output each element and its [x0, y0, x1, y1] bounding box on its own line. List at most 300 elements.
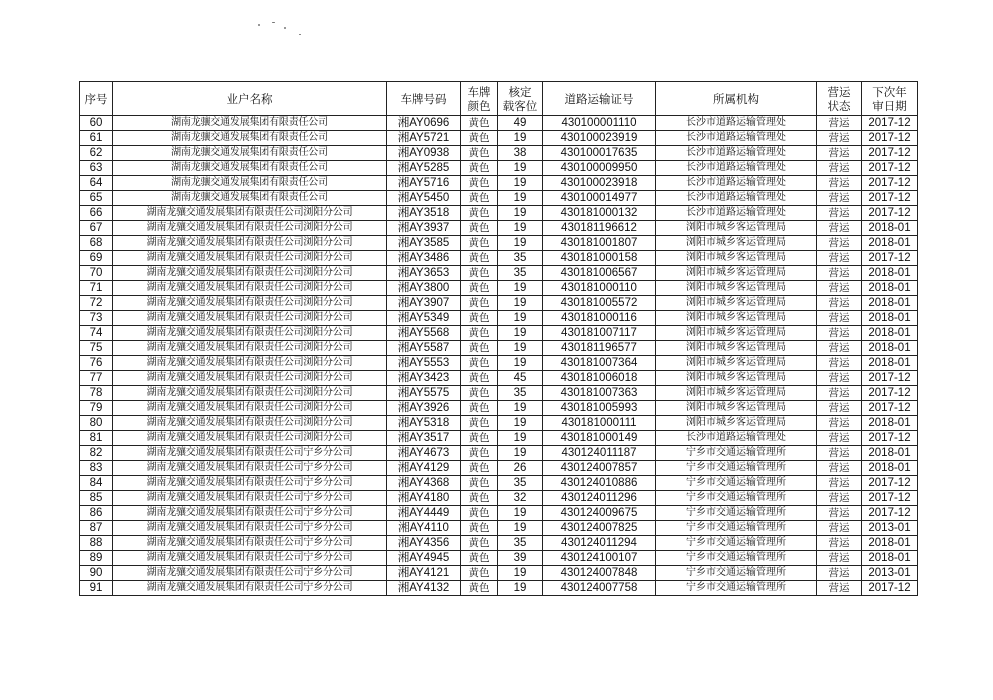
cell-seats: 19	[498, 446, 543, 461]
cell-plate: 湘AY4356	[387, 536, 461, 551]
table-row	[80, 551, 918, 566]
cell-seq: 74	[80, 326, 113, 341]
table-row	[80, 371, 918, 386]
cell-next-review: 2018-01	[862, 341, 918, 356]
cell-owner: 湖南龙骧交通发展集团有限责任公司宁乡分公司	[113, 476, 387, 491]
cell-agency: 浏阳市城乡客运管理局	[656, 416, 817, 431]
cell-seats: 19	[498, 521, 543, 536]
cell-permit: 430181000149	[543, 431, 656, 446]
cell-agency: 宁乡市交通运输管理所	[656, 446, 817, 461]
cell-next-review: 2017-12	[862, 161, 918, 176]
cell-next-review: 2018-01	[862, 356, 918, 371]
cell-permit: 430100023919	[543, 131, 656, 146]
cell-next-review: 2017-12	[862, 146, 918, 161]
cell-agency: 长沙市道路运输管理处	[656, 161, 817, 176]
cell-status: 营运	[817, 161, 862, 176]
cell-seats: 19	[498, 131, 543, 146]
cell-owner: 湖南龙骧交通发展集团有限责任公司浏阳分公司	[113, 416, 387, 431]
table-row	[80, 431, 918, 446]
cell-permit: 430181000132	[543, 206, 656, 221]
cell-plate: 湘AY5450	[387, 191, 461, 206]
cell-next-review: 2018-01	[862, 461, 918, 476]
cell-seats: 19	[498, 566, 543, 581]
cell-agency: 宁乡市交通运输管理所	[656, 521, 817, 536]
ledger-body	[80, 116, 918, 596]
cell-next-review: 2017-12	[862, 401, 918, 416]
cell-status: 营运	[817, 386, 862, 401]
cell-owner: 湖南龙骧交通发展集团有限责任公司浏阳分公司	[113, 266, 387, 281]
cell-agency: 宁乡市交通运输管理所	[656, 566, 817, 581]
cell-seq: 63	[80, 161, 113, 176]
cell-status: 营运	[817, 326, 862, 341]
cell-plate-color: 黄色	[461, 431, 498, 446]
cell-next-review: 2017-12	[862, 371, 918, 386]
cell-plate-color: 黄色	[461, 176, 498, 191]
cell-next-review: 2018-01	[862, 281, 918, 296]
cell-next-review: 2018-01	[862, 536, 918, 551]
cell-owner: 湖南龙骧交通发展集团有限责任公司	[113, 191, 387, 206]
cell-plate: 湘AY0938	[387, 146, 461, 161]
cell-seats: 19	[498, 296, 543, 311]
cell-next-review: 2018-01	[862, 326, 918, 341]
cell-permit: 430124011187	[543, 446, 656, 461]
cell-plate: 湘AY3926	[387, 401, 461, 416]
cell-plate-color: 黄色	[461, 416, 498, 431]
cell-status: 营运	[817, 191, 862, 206]
cell-owner: 湖南龙骧交通发展集团有限责任公司	[113, 161, 387, 176]
cell-agency: 宁乡市交通运输管理所	[656, 506, 817, 521]
cell-owner: 湖南龙骧交通发展集团有限责任公司浏阳分公司	[113, 311, 387, 326]
cell-plate-color: 黄色	[461, 206, 498, 221]
table-row	[80, 326, 918, 341]
cell-next-review: 2018-01	[862, 266, 918, 281]
cell-plate-color: 黄色	[461, 371, 498, 386]
cell-seats: 19	[498, 506, 543, 521]
cell-status: 营运	[817, 431, 862, 446]
cell-permit: 430181001807	[543, 236, 656, 251]
cell-next-review: 2018-01	[862, 446, 918, 461]
cell-next-review: 2018-01	[862, 296, 918, 311]
cell-plate: 湘AY4121	[387, 566, 461, 581]
cell-plate-color: 黄色	[461, 251, 498, 266]
cell-permit: 430100001110	[543, 116, 656, 131]
cell-agency: 宁乡市交通运输管理所	[656, 461, 817, 476]
cell-agency: 长沙市道路运输管理处	[656, 146, 817, 161]
cell-plate: 湘AY3585	[387, 236, 461, 251]
table-row	[80, 446, 918, 461]
cell-permit: 430124007857	[543, 461, 656, 476]
table-row	[80, 296, 918, 311]
cell-status: 营运	[817, 176, 862, 191]
cell-seats: 19	[498, 326, 543, 341]
cell-plate-color: 黄色	[461, 536, 498, 551]
cell-plate: 湘AY5716	[387, 176, 461, 191]
cell-agency: 浏阳市城乡客运管理局	[656, 356, 817, 371]
header-seats: 核定 载客位	[498, 82, 543, 116]
cell-seats: 19	[498, 416, 543, 431]
header-owner: 业户名称	[113, 82, 387, 116]
table-row	[80, 536, 918, 551]
cell-seats: 35	[498, 251, 543, 266]
table-row	[80, 401, 918, 416]
cell-status: 营运	[817, 356, 862, 371]
cell-seq: 88	[80, 536, 113, 551]
cell-permit: 430124011294	[543, 536, 656, 551]
cell-seq: 75	[80, 341, 113, 356]
cell-seq: 90	[80, 566, 113, 581]
cell-plate-color: 黄色	[461, 446, 498, 461]
cell-seq: 69	[80, 251, 113, 266]
header-next-review: 下次年 审日期	[862, 82, 918, 116]
cell-owner: 湖南龙骧交通发展集团有限责任公司浏阳分公司	[113, 356, 387, 371]
table-row	[80, 506, 918, 521]
cell-owner: 湖南龙骧交通发展集团有限责任公司浏阳分公司	[113, 341, 387, 356]
cell-plate-color: 黄色	[461, 221, 498, 236]
cell-status: 营运	[817, 536, 862, 551]
cell-owner: 湖南龙骧交通发展集团有限责任公司浏阳分公司	[113, 296, 387, 311]
cell-next-review: 2017-12	[862, 176, 918, 191]
header-seq: 序号	[80, 82, 113, 116]
cell-status: 营运	[817, 266, 862, 281]
cell-plate-color: 黄色	[461, 341, 498, 356]
table-row	[80, 476, 918, 491]
cell-plate: 湘AY3907	[387, 296, 461, 311]
cell-agency: 长沙市道路运输管理处	[656, 191, 817, 206]
cell-status: 营运	[817, 506, 862, 521]
scan-speck	[258, 24, 260, 26]
cell-seats: 19	[498, 401, 543, 416]
cell-plate: 湘AY5349	[387, 311, 461, 326]
cell-plate: 湘AY5568	[387, 326, 461, 341]
cell-status: 营运	[817, 236, 862, 251]
cell-plate-color: 黄色	[461, 461, 498, 476]
cell-agency: 宁乡市交通运输管理所	[656, 581, 817, 596]
cell-seq: 64	[80, 176, 113, 191]
cell-permit: 430124007825	[543, 521, 656, 536]
table-row	[80, 206, 918, 221]
cell-seq: 77	[80, 371, 113, 386]
cell-next-review: 2018-01	[862, 236, 918, 251]
cell-permit: 430100023918	[543, 176, 656, 191]
cell-status: 营运	[817, 281, 862, 296]
cell-owner: 湖南龙骧交通发展集团有限责任公司浏阳分公司	[113, 386, 387, 401]
header-status: 营运 状态	[817, 82, 862, 116]
scan-speck	[284, 27, 286, 29]
cell-seats: 19	[498, 581, 543, 596]
cell-permit: 430124007848	[543, 566, 656, 581]
cell-owner: 湖南龙骧交通发展集团有限责任公司浏阳分公司	[113, 371, 387, 386]
cell-seats: 19	[498, 206, 543, 221]
cell-seq: 81	[80, 431, 113, 446]
cell-status: 营运	[817, 296, 862, 311]
cell-plate-color: 黄色	[461, 566, 498, 581]
cell-plate: 湘AY3423	[387, 371, 461, 386]
cell-seats: 39	[498, 551, 543, 566]
table-row	[80, 131, 918, 146]
cell-permit: 430181005572	[543, 296, 656, 311]
cell-next-review: 2017-12	[862, 506, 918, 521]
cell-seq: 71	[80, 281, 113, 296]
cell-agency: 浏阳市城乡客运管理局	[656, 386, 817, 401]
cell-seq: 73	[80, 311, 113, 326]
cell-plate-color: 黄色	[461, 521, 498, 536]
cell-agency: 宁乡市交通运输管理所	[656, 491, 817, 506]
cell-owner: 湖南龙骧交通发展集团有限责任公司宁乡分公司	[113, 581, 387, 596]
cell-seats: 45	[498, 371, 543, 386]
cell-permit: 430181000110	[543, 281, 656, 296]
table-row	[80, 461, 918, 476]
cell-plate: 湘AY4180	[387, 491, 461, 506]
cell-seq: 79	[80, 401, 113, 416]
cell-owner: 湖南龙骧交通发展集团有限责任公司浏阳分公司	[113, 281, 387, 296]
header-plate-color: 车牌 颜色	[461, 82, 498, 116]
cell-permit: 430124011296	[543, 491, 656, 506]
cell-agency: 浏阳市城乡客运管理局	[656, 326, 817, 341]
cell-permit: 430181196577	[543, 341, 656, 356]
table-row	[80, 356, 918, 371]
cell-next-review: 2017-12	[862, 206, 918, 221]
cell-seq: 86	[80, 506, 113, 521]
cell-agency: 宁乡市交通运输管理所	[656, 476, 817, 491]
cell-plate-color: 黄色	[461, 161, 498, 176]
cell-owner: 湖南龙骧交通发展集团有限责任公司	[113, 116, 387, 131]
cell-plate-color: 黄色	[461, 401, 498, 416]
cell-status: 营运	[817, 446, 862, 461]
cell-status: 营运	[817, 311, 862, 326]
cell-status: 营运	[817, 341, 862, 356]
cell-next-review: 2017-12	[862, 251, 918, 266]
cell-plate: 湘AY0696	[387, 116, 461, 131]
table-row	[80, 191, 918, 206]
cell-plate: 湘AY4129	[387, 461, 461, 476]
cell-seq: 62	[80, 146, 113, 161]
cell-plate: 湘AY5721	[387, 131, 461, 146]
cell-plate: 湘AY3653	[387, 266, 461, 281]
cell-permit: 430181006567	[543, 266, 656, 281]
cell-owner: 湖南龙骧交通发展集团有限责任公司浏阳分公司	[113, 206, 387, 221]
cell-plate-color: 黄色	[461, 116, 498, 131]
cell-plate-color: 黄色	[461, 491, 498, 506]
table-row	[80, 491, 918, 506]
cell-permit: 430100017635	[543, 146, 656, 161]
cell-owner: 湖南龙骧交通发展集团有限责任公司浏阳分公司	[113, 401, 387, 416]
cell-seats: 19	[498, 341, 543, 356]
cell-seats: 19	[498, 236, 543, 251]
cell-plate-color: 黄色	[461, 131, 498, 146]
cell-permit: 430181007117	[543, 326, 656, 341]
cell-owner: 湖南龙骧交通发展集团有限责任公司宁乡分公司	[113, 491, 387, 506]
table-row	[80, 281, 918, 296]
cell-agency: 浏阳市城乡客运管理局	[656, 371, 817, 386]
cell-next-review: 2018-01	[862, 221, 918, 236]
cell-next-review: 2017-12	[862, 476, 918, 491]
header-agency: 所属机构	[656, 82, 817, 116]
cell-seats: 19	[498, 191, 543, 206]
cell-seq: 72	[80, 296, 113, 311]
cell-permit: 430100014977	[543, 191, 656, 206]
cell-next-review: 2017-12	[862, 386, 918, 401]
table-row	[80, 521, 918, 536]
cell-seq: 65	[80, 191, 113, 206]
cell-seq: 89	[80, 551, 113, 566]
cell-agency: 宁乡市交通运输管理所	[656, 551, 817, 566]
cell-status: 营运	[817, 551, 862, 566]
table-row	[80, 176, 918, 191]
table-row	[80, 416, 918, 431]
cell-seats: 19	[498, 221, 543, 236]
cell-permit: 430181006018	[543, 371, 656, 386]
cell-seq: 67	[80, 221, 113, 236]
cell-owner: 湖南龙骧交通发展集团有限责任公司宁乡分公司	[113, 551, 387, 566]
cell-permit: 430181007363	[543, 386, 656, 401]
cell-seq: 66	[80, 206, 113, 221]
cell-plate: 湘AY5318	[387, 416, 461, 431]
cell-seats: 26	[498, 461, 543, 476]
cell-status: 营运	[817, 461, 862, 476]
cell-plate: 湘AY5575	[387, 386, 461, 401]
cell-plate-color: 黄色	[461, 146, 498, 161]
cell-agency: 浏阳市城乡客运管理局	[656, 236, 817, 251]
cell-seats: 49	[498, 116, 543, 131]
cell-plate: 湘AY4368	[387, 476, 461, 491]
cell-status: 营运	[817, 251, 862, 266]
cell-status: 营运	[817, 206, 862, 221]
cell-owner: 湖南龙骧交通发展集团有限责任公司宁乡分公司	[113, 461, 387, 476]
cell-agency: 浏阳市城乡客运管理局	[656, 401, 817, 416]
cell-next-review: 2017-12	[862, 491, 918, 506]
cell-seq: 61	[80, 131, 113, 146]
scan-speck	[299, 34, 301, 35]
cell-plate-color: 黄色	[461, 296, 498, 311]
cell-agency: 长沙市道路运输管理处	[656, 116, 817, 131]
cell-status: 营运	[817, 221, 862, 236]
cell-seats: 19	[498, 311, 543, 326]
cell-permit: 430181000111	[543, 416, 656, 431]
cell-next-review: 2017-12	[862, 581, 918, 596]
cell-owner: 湖南龙骧交通发展集团有限责任公司浏阳分公司	[113, 251, 387, 266]
cell-next-review: 2017-12	[862, 116, 918, 131]
cell-seats: 35	[498, 476, 543, 491]
cell-plate: 湘AY4945	[387, 551, 461, 566]
cell-permit: 430181000116	[543, 311, 656, 326]
cell-seq: 91	[80, 581, 113, 596]
cell-owner: 湖南龙骧交通发展集团有限责任公司	[113, 146, 387, 161]
cell-seats: 19	[498, 281, 543, 296]
cell-status: 营运	[817, 566, 862, 581]
cell-owner: 湖南龙骧交通发展集团有限责任公司浏阳分公司	[113, 326, 387, 341]
cell-plate: 湘AY5587	[387, 341, 461, 356]
header-row	[80, 82, 918, 116]
cell-plate: 湘AY4132	[387, 581, 461, 596]
cell-seq: 68	[80, 236, 113, 251]
cell-plate: 湘AY3800	[387, 281, 461, 296]
cell-plate-color: 黄色	[461, 476, 498, 491]
cell-agency: 浏阳市城乡客运管理局	[656, 221, 817, 236]
cell-status: 营运	[817, 581, 862, 596]
cell-owner: 湖南龙骧交通发展集团有限责任公司	[113, 176, 387, 191]
cell-next-review: 2013-01	[862, 566, 918, 581]
cell-owner: 湖南龙骧交通发展集团有限责任公司宁乡分公司	[113, 536, 387, 551]
cell-owner: 湖南龙骧交通发展集团有限责任公司宁乡分公司	[113, 506, 387, 521]
cell-seats: 35	[498, 386, 543, 401]
cell-seq: 78	[80, 386, 113, 401]
cell-agency: 浏阳市城乡客运管理局	[656, 296, 817, 311]
cell-plate-color: 黄色	[461, 386, 498, 401]
cell-owner: 湖南龙骧交通发展集团有限责任公司宁乡分公司	[113, 521, 387, 536]
cell-seats: 19	[498, 356, 543, 371]
table-row	[80, 266, 918, 281]
cell-plate-color: 黄色	[461, 326, 498, 341]
cell-plate: 湘AY5553	[387, 356, 461, 371]
cell-status: 营运	[817, 416, 862, 431]
header-permit: 道路运输证号	[543, 82, 656, 116]
cell-permit: 430181196612	[543, 221, 656, 236]
table-row	[80, 236, 918, 251]
cell-next-review: 2017-12	[862, 431, 918, 446]
cell-plate-color: 黄色	[461, 581, 498, 596]
cell-owner: 湖南龙骧交通发展集团有限责任公司浏阳分公司	[113, 236, 387, 251]
cell-agency: 浏阳市城乡客运管理局	[656, 266, 817, 281]
cell-permit: 430124007758	[543, 581, 656, 596]
vehicle-ledger-table	[79, 81, 918, 596]
cell-permit: 430124009675	[543, 506, 656, 521]
cell-plate-color: 黄色	[461, 281, 498, 296]
cell-seats: 32	[498, 491, 543, 506]
cell-plate-color: 黄色	[461, 506, 498, 521]
cell-seats: 38	[498, 146, 543, 161]
cell-seats: 35	[498, 536, 543, 551]
table-row	[80, 146, 918, 161]
cell-plate-color: 黄色	[461, 266, 498, 281]
cell-agency: 浏阳市城乡客运管理局	[656, 251, 817, 266]
cell-permit: 430181005993	[543, 401, 656, 416]
cell-next-review: 2017-12	[862, 191, 918, 206]
cell-next-review: 2018-01	[862, 311, 918, 326]
cell-plate-color: 黄色	[461, 311, 498, 326]
cell-plate: 湘AY4449	[387, 506, 461, 521]
cell-seq: 84	[80, 476, 113, 491]
cell-seq: 83	[80, 461, 113, 476]
cell-status: 营运	[817, 521, 862, 536]
cell-agency: 浏阳市城乡客运管理局	[656, 311, 817, 326]
table-row	[80, 341, 918, 356]
cell-plate: 湘AY3486	[387, 251, 461, 266]
cell-seats: 35	[498, 266, 543, 281]
cell-status: 营运	[817, 401, 862, 416]
cell-agency: 长沙市道路运输管理处	[656, 131, 817, 146]
cell-owner: 湖南龙骧交通发展集团有限责任公司宁乡分公司	[113, 446, 387, 461]
table-row	[80, 386, 918, 401]
cell-permit: 430124100107	[543, 551, 656, 566]
table-row	[80, 566, 918, 581]
cell-seq: 70	[80, 266, 113, 281]
cell-next-review: 2017-12	[862, 131, 918, 146]
cell-plate-color: 黄色	[461, 236, 498, 251]
cell-permit: 430100009950	[543, 161, 656, 176]
cell-status: 营运	[817, 146, 862, 161]
cell-seq: 76	[80, 356, 113, 371]
cell-status: 营运	[817, 491, 862, 506]
cell-plate: 湘AY3517	[387, 431, 461, 446]
cell-agency: 宁乡市交通运输管理所	[656, 536, 817, 551]
cell-permit: 430181007364	[543, 356, 656, 371]
header-plate: 车牌号码	[387, 82, 461, 116]
cell-seq: 80	[80, 416, 113, 431]
cell-seq: 85	[80, 491, 113, 506]
cell-status: 营运	[817, 131, 862, 146]
table-row	[80, 221, 918, 236]
cell-agency: 浏阳市城乡客运管理局	[656, 341, 817, 356]
